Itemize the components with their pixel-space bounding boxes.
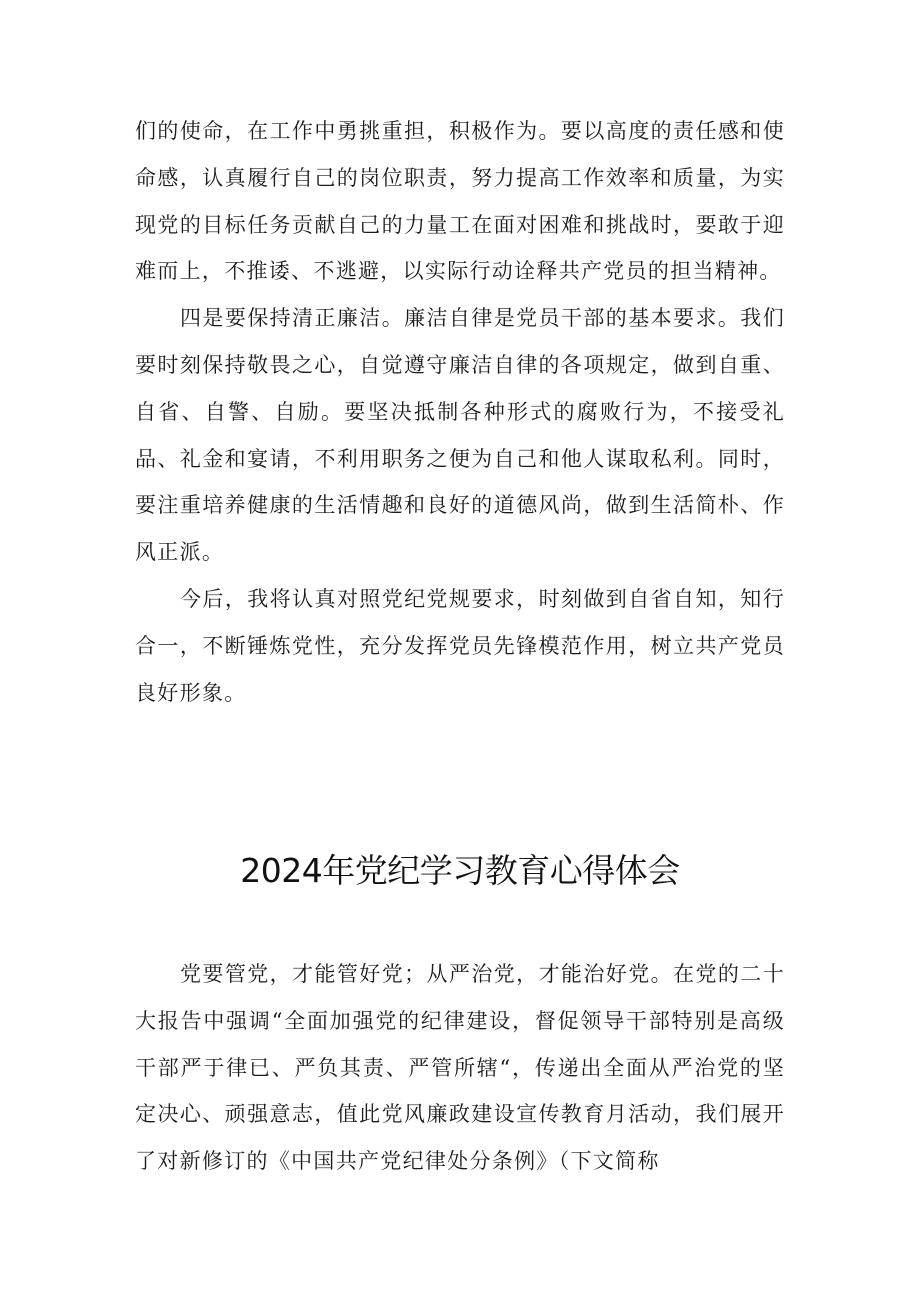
body-text-bottom — [135, 951, 785, 1185]
paragraph-continued: 们的使命，在工作中勇挑重担，积极作为。要以高度的责任感和使命感，认真履行自己的岗位职责，努力提高工作效率和质量，为实现党的目标任务贡献自己的力量工在面对困难和挑战时，要敢于迎难而上，不推诿、不逃避，以实际行动诠释共产党员的担当精神。 — [135, 119, 785, 284]
body-text-top — [135, 108, 785, 716]
paragraph-integrity: 四是要保持清正廉洁。廉洁自律是党员干部的基本要求。我们要时刻保持敬畏之心，自觉遵守廉洁自律的各项规定，做到自重、自省、自警、自励。要坚决抵制各种形式的腐败行为，不接受礼品、礼金和宴请，不利用职务之便为自己和他人谋取私利。同时，要注重培养健康的生活情趣和良好的道德风尚，做到生活简朴、作风正派。 — [135, 306, 785, 565]
document-title: 2024年党纪学习教育心得体会 — [240, 851, 680, 890]
paragraph-conclusion: 今后，我将认真对照党纪党规要求，时刻做到自省自知，知行合一，不断锤炼党性，充分发挥党员先锋模范作用，树立共产党员良好形象。 — [135, 586, 785, 705]
paragraph-intro: 党要管党，才能管好党；从严治党，才能治好党。在党的二十大报告中强调“全面加强党的纪律建设，督促领导干部特别是高级干部严于律已、严负其责、严管所辖“，传递出全面从严治党的坚定决心、顽强意志，值此党风廉政建设宣传教育月活动，我们展开了对新修订的《中国共产党纪律处分条例》（下文简称 — [135, 962, 785, 1174]
